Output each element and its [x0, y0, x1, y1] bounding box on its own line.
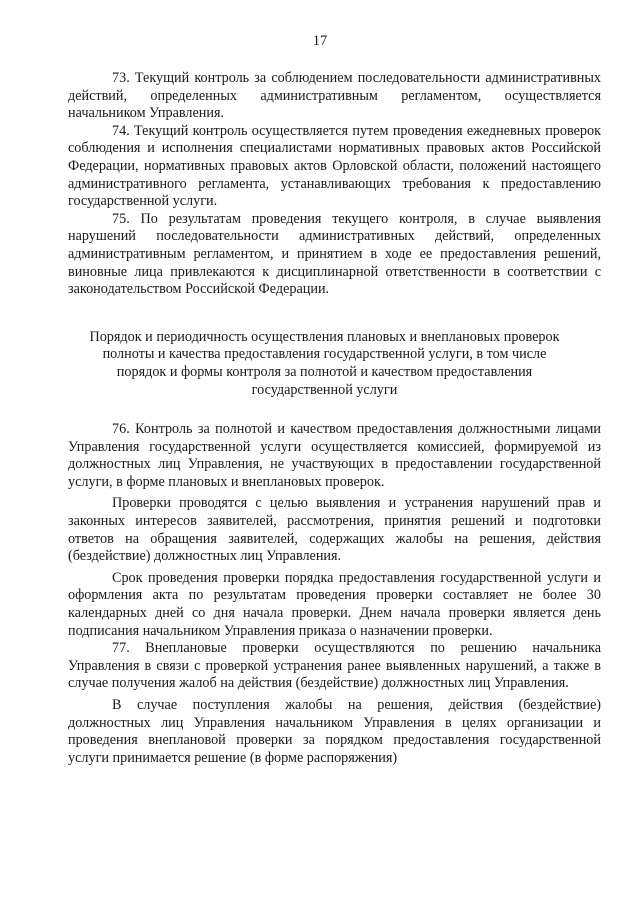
paragraph-74: 74. Текущий контроль осуществляется путем проведения ежедневных проверок соблюдения и исполнения специалистами нормативных правовых актов Российской Федерации, нормативных правовых актов Орловской области, положений настоящего административного регламента, устанавливающих требования к предоставлению государственной услуги.	[68, 122, 601, 210]
paragraph-inspection-term: Срок проведения проверки порядка предоставления государственной услуги и оформления акта по результатам проведения проверки составляет не более 30 календарных дней со дня начала проверки. Днем начала проверки является день подписания начальником Управления приказа о назначении проверки.	[68, 569, 601, 639]
section-heading: Порядок и периодичность осуществления плановых и внеплановых проверок полноты и качества предоставления государственной услуги, в том числе порядок и формы контроля за полнотой и качеством предоставления государственной услуги	[89, 328, 560, 398]
paragraph-77: 77. Внеплановые проверки осуществляются по решению начальника Управления в связи с проверкой устранения ранее выявленных нарушений, а также в случае получения жалоб на действия (бездействие) должностных лиц Управления.	[68, 640, 601, 692]
page-number: 17	[312, 33, 328, 49]
paragraph-inspections-purpose: Проверки проводятся с целью выявления и устранения нарушений прав и законных интересов заявителей, рассмотрения, принятия решений и подготовки ответов на обращения заявителей, содержащих жалобы на решения, действия (бездействие) должностных лиц Управления.	[68, 495, 601, 565]
paragraph-73: 73. Текущий контроль за соблюдением последовательности административных действий, определенных административным регламентом, осуществляется начальником Управления.	[68, 70, 601, 122]
paragraph-complaint-case: В случае поступления жалобы на решения, действия (бездействие) должностных лиц Управления начальником Управления в целях организации и проведения внеплановой проверки за порядком предоставления государственной услуги принимается решение (в форме распоряжения)	[68, 697, 601, 766]
paragraph-75: 75. По результатам проведения текущего контроля, в случае выявления нарушений последовательности административных действий, определенных административным регламентом, и принятием в ходе ее предоставления решений, виновные лица привлекаются к дисциплинарной ответственности в соответствии с законодательством Российской Федерации.	[68, 210, 601, 298]
paragraph-76: 76. Контроль за полнотой и качеством предоставления должностными лицами Управления государственной услуги осуществляется комиссией, формируемой из должностных лиц Управления, не участвующих в предоставлении государственной услуги, в форме плановых и внеплановых проверок.	[68, 421, 601, 490]
document-body	[68, 70, 601, 767]
